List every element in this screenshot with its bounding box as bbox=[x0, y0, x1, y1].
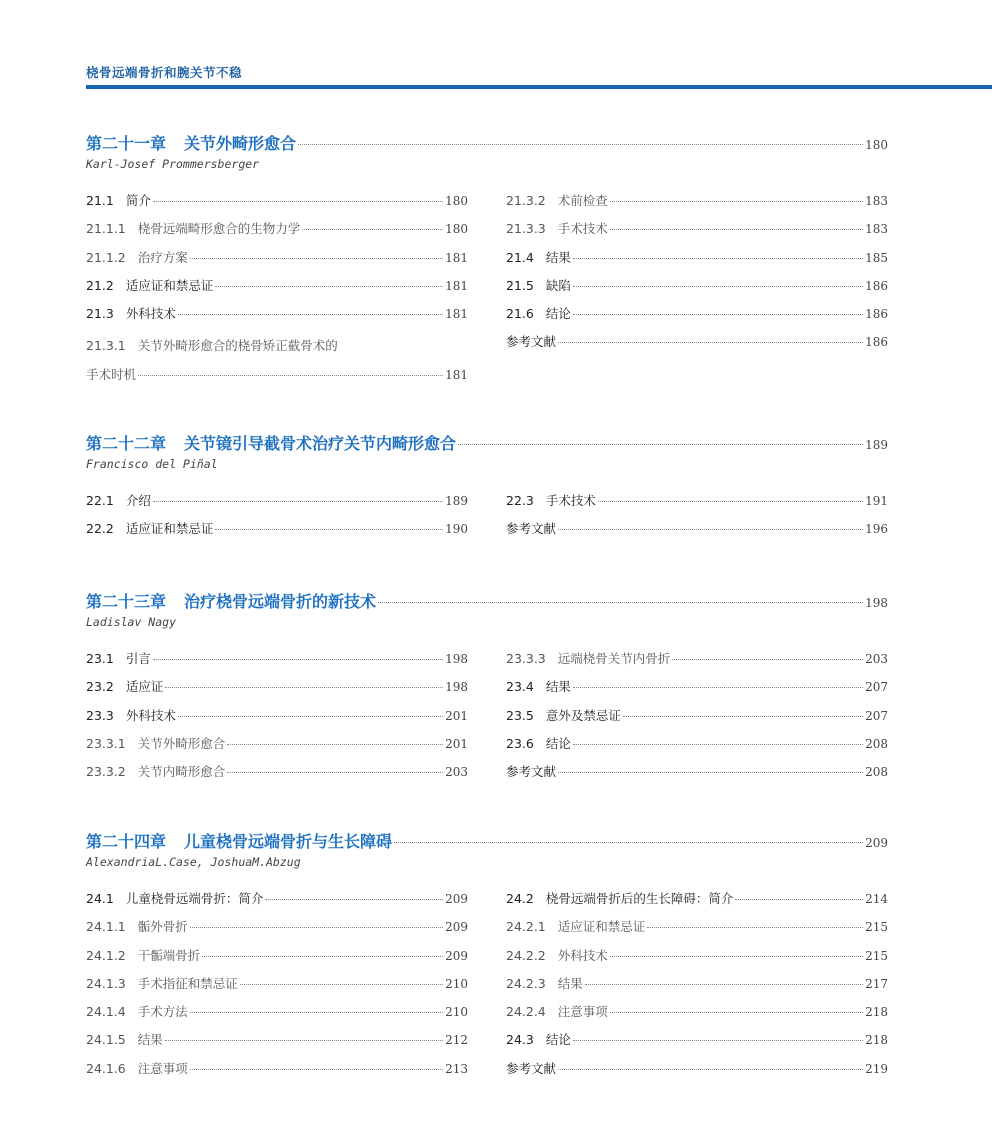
toc-columns bbox=[86, 889, 888, 1087]
page-number: 198 bbox=[445, 680, 468, 695]
section-title: 术前检查 bbox=[557, 193, 608, 208]
page-number: 209 bbox=[445, 948, 468, 963]
leader-dots bbox=[298, 144, 863, 145]
toc-entry[interactable] bbox=[86, 1030, 468, 1058]
toc-entry[interactable] bbox=[506, 519, 888, 547]
page-number: 203 bbox=[865, 652, 888, 666]
running-header: 桡骨远端骨折和腕关节不稳 bbox=[86, 65, 243, 80]
page-number: 185 bbox=[865, 250, 888, 265]
section-title: 结论 bbox=[545, 1032, 571, 1048]
page-number: 208 bbox=[865, 765, 888, 780]
chapter-block bbox=[86, 131, 888, 389]
chapter-block bbox=[86, 431, 888, 548]
toc-entry[interactable] bbox=[506, 734, 888, 762]
section-title: 参考文献 bbox=[506, 764, 557, 780]
chapter-number: 第二十三章 bbox=[86, 592, 167, 611]
section-number: 21.4 bbox=[506, 249, 534, 265]
section-number: 24.2.4 bbox=[506, 1004, 546, 1020]
leader-dots bbox=[190, 258, 443, 259]
leader-dots bbox=[165, 687, 443, 688]
toc-entry[interactable] bbox=[506, 706, 888, 734]
chapter-name: 治疗桡骨远端骨折的新技术 bbox=[184, 592, 377, 611]
leader-dots bbox=[598, 501, 863, 502]
chapter-name: 儿童桡骨远端骨折与生长障碍 bbox=[184, 832, 393, 851]
toc-column-left bbox=[86, 649, 468, 790]
chapter-heading[interactable] bbox=[86, 131, 888, 153]
toc-entry[interactable] bbox=[86, 974, 468, 1002]
page-number: 210 bbox=[445, 976, 468, 991]
toc-entry[interactable] bbox=[506, 1030, 888, 1058]
section-title: 桡骨远端骨折后的生长障碍：简介 bbox=[545, 891, 734, 906]
leader-dots bbox=[165, 1040, 443, 1041]
chapter-author: AlexandriaL.Case, JoshuaM.Abzug bbox=[86, 855, 301, 869]
page-number: 201 bbox=[445, 736, 468, 751]
leader-dots bbox=[573, 314, 863, 315]
section-number: 23.4 bbox=[506, 679, 534, 695]
chapter-page-number: 209 bbox=[865, 836, 888, 850]
section-number: 21.1 bbox=[86, 193, 114, 208]
chapter-number: 第二十二章 bbox=[86, 434, 167, 453]
leader-dots bbox=[153, 501, 443, 502]
section-title-continued: 手术时机 bbox=[86, 366, 137, 382]
leader-dots bbox=[585, 984, 863, 985]
section-number: 24.1.5 bbox=[86, 1032, 126, 1048]
page-number: 198 bbox=[445, 652, 468, 666]
section-title: 外科技术 bbox=[557, 947, 608, 963]
page-number: 186 bbox=[865, 307, 888, 322]
section-number: 24.2 bbox=[506, 891, 534, 906]
leader-dots bbox=[558, 1069, 863, 1070]
toc-entry[interactable] bbox=[86, 889, 468, 917]
section-title: 意外及禁忌证 bbox=[545, 707, 621, 723]
page-number: 210 bbox=[445, 1005, 468, 1020]
section-number: 24.1.3 bbox=[86, 975, 126, 991]
section-number: 21.2 bbox=[86, 277, 114, 293]
toc-entry[interactable] bbox=[86, 191, 468, 219]
page-number: 186 bbox=[865, 278, 888, 293]
section-number: 21.3 bbox=[86, 306, 114, 322]
section-number: 23.2 bbox=[86, 679, 114, 695]
leader-dots bbox=[265, 899, 443, 900]
page-number: 215 bbox=[865, 920, 888, 935]
section-number: 21.3.2 bbox=[506, 193, 546, 208]
leader-dots bbox=[610, 956, 863, 957]
section-title: 手术指征和禁忌证 bbox=[137, 975, 238, 991]
section-title: 适应证和禁忌证 bbox=[125, 521, 214, 537]
chapter-name: 关节外畸形愈合 bbox=[184, 134, 297, 153]
section-title: 干骺端骨折 bbox=[137, 947, 201, 963]
page-number: 217 bbox=[865, 976, 888, 991]
toc-entry[interactable] bbox=[506, 332, 888, 360]
leader-dots bbox=[240, 984, 443, 985]
page-number: 186 bbox=[865, 335, 888, 350]
toc-entry[interactable] bbox=[506, 1002, 888, 1030]
section-title: 适应证和禁忌证 bbox=[557, 919, 646, 935]
toc-entry[interactable] bbox=[86, 491, 468, 519]
section-title: 儿童桡骨远端骨折：简介 bbox=[125, 891, 264, 906]
leader-dots bbox=[610, 229, 863, 230]
section-title: 关节内畸形愈合 bbox=[137, 764, 226, 780]
toc-entry[interactable] bbox=[506, 219, 888, 247]
leader-dots bbox=[610, 201, 863, 202]
toc-entry[interactable] bbox=[506, 677, 888, 705]
toc-entry-line bbox=[86, 332, 468, 360]
leader-dots bbox=[672, 659, 863, 660]
section-title: 引言 bbox=[125, 651, 151, 666]
toc-entry[interactable] bbox=[86, 734, 468, 762]
leader-dots bbox=[573, 1040, 863, 1041]
leader-dots bbox=[190, 1069, 443, 1070]
section-number: 23.3.3 bbox=[506, 651, 546, 666]
toc-entry[interactable] bbox=[86, 1059, 468, 1087]
leader-dots bbox=[138, 375, 443, 376]
toc-entry[interactable] bbox=[506, 649, 888, 677]
section-number: 24.1.4 bbox=[86, 1004, 126, 1020]
section-number: 24.2.3 bbox=[506, 975, 546, 991]
section-title: 介绍 bbox=[125, 493, 151, 508]
toc-entry[interactable] bbox=[506, 191, 888, 219]
chapter-page-number: 180 bbox=[865, 138, 888, 152]
section-number: 24.1.6 bbox=[86, 1060, 126, 1076]
chapter-heading[interactable] bbox=[86, 829, 888, 851]
page-number: 209 bbox=[445, 920, 468, 935]
chapter-number: 第二十四章 bbox=[86, 832, 167, 851]
toc-column-right bbox=[506, 191, 888, 389]
chapter-page-number: 189 bbox=[865, 438, 888, 452]
section-title: 手术技术 bbox=[557, 221, 608, 237]
chapter-author: Karl-Josef Prommersberger bbox=[86, 157, 260, 171]
page-number: 203 bbox=[445, 765, 468, 780]
toc-entry[interactable] bbox=[506, 762, 888, 790]
leader-dots bbox=[558, 772, 863, 773]
page-number: 218 bbox=[865, 1005, 888, 1020]
toc-entry[interactable] bbox=[506, 491, 888, 519]
chapter-title bbox=[86, 131, 296, 154]
toc-entry[interactable] bbox=[506, 974, 888, 1002]
page-number: 215 bbox=[865, 948, 888, 963]
section-number: 23.3.2 bbox=[86, 764, 126, 780]
section-title: 外科技术 bbox=[125, 306, 176, 322]
section-number: 22.2 bbox=[86, 521, 114, 537]
toc-entry[interactable] bbox=[86, 276, 468, 304]
section-number: 24.2.2 bbox=[506, 947, 546, 963]
section-title: 远端桡骨关节内骨折 bbox=[557, 651, 671, 666]
chapter-block bbox=[86, 589, 888, 790]
section-title: 关节外畸形愈合 bbox=[137, 735, 226, 751]
section-number: 24.1 bbox=[86, 891, 114, 906]
toc-column-left bbox=[86, 491, 468, 548]
page-number: 209 bbox=[445, 892, 468, 906]
section-number: 23.3 bbox=[86, 707, 114, 723]
page-number: 181 bbox=[445, 307, 468, 322]
chapter-title bbox=[86, 829, 392, 852]
leader-dots bbox=[558, 342, 863, 343]
leader-dots bbox=[190, 1012, 443, 1013]
leader-dots bbox=[573, 258, 863, 259]
leader-dots bbox=[573, 687, 863, 688]
section-title: 结论 bbox=[545, 306, 571, 322]
toc-entry[interactable] bbox=[506, 276, 888, 304]
chapter-page-number: 198 bbox=[865, 596, 888, 610]
page-number: 190 bbox=[445, 522, 468, 537]
page-number: 196 bbox=[865, 522, 888, 537]
toc-entry[interactable] bbox=[506, 889, 888, 917]
page-number: 212 bbox=[445, 1033, 468, 1048]
section-number: 24.1.1 bbox=[86, 919, 126, 935]
leader-dots bbox=[610, 1012, 863, 1013]
section-number: 24.3 bbox=[506, 1032, 534, 1048]
page-number: 181 bbox=[445, 278, 468, 293]
section-number: 23.5 bbox=[506, 707, 534, 723]
page-number: 183 bbox=[865, 194, 888, 208]
chapter-author: Francisco del Piñal bbox=[86, 457, 218, 471]
page-number: 219 bbox=[865, 1061, 888, 1076]
section-title: 外科技术 bbox=[125, 707, 176, 723]
toc-entry[interactable] bbox=[86, 946, 468, 974]
leader-dots bbox=[302, 229, 443, 230]
section-title: 参考文献 bbox=[506, 1060, 557, 1076]
toc-columns bbox=[86, 649, 888, 790]
leader-dots bbox=[153, 659, 443, 660]
page-number: 201 bbox=[445, 708, 468, 723]
page-number: 181 bbox=[445, 367, 468, 382]
chapter-number: 第二十一章 bbox=[86, 134, 167, 153]
header-rule bbox=[86, 85, 992, 89]
page-number: 191 bbox=[865, 494, 888, 508]
section-title: 手术方法 bbox=[137, 1004, 188, 1020]
section-title: 适应证 bbox=[125, 679, 164, 695]
page-number: 180 bbox=[445, 222, 468, 237]
leader-dots bbox=[378, 602, 863, 603]
section-title: 关节外畸形愈合的桡骨矫正截骨术的 bbox=[137, 338, 338, 354]
chapter-heading[interactable] bbox=[86, 431, 888, 453]
chapter-title bbox=[86, 431, 456, 454]
leader-dots bbox=[215, 286, 443, 287]
page-number: 183 bbox=[865, 222, 888, 237]
section-number: 24.1.2 bbox=[86, 947, 126, 963]
toc-entry[interactable] bbox=[86, 519, 468, 547]
page-number: 207 bbox=[865, 680, 888, 695]
section-number: 23.1 bbox=[86, 651, 114, 666]
section-title: 注意事项 bbox=[137, 1060, 188, 1076]
toc-entry[interactable] bbox=[86, 248, 468, 276]
section-title: 结果 bbox=[545, 249, 571, 265]
section-title: 参考文献 bbox=[506, 521, 557, 537]
toc-entry[interactable] bbox=[86, 1002, 468, 1030]
page-number: 218 bbox=[865, 1033, 888, 1048]
page-number: 213 bbox=[445, 1061, 468, 1076]
section-title: 参考文献 bbox=[506, 334, 557, 350]
toc-entry[interactable] bbox=[86, 917, 468, 945]
leader-dots bbox=[458, 444, 863, 445]
leader-dots bbox=[202, 956, 443, 957]
toc-entry[interactable] bbox=[506, 1059, 888, 1087]
section-title: 治疗方案 bbox=[137, 249, 188, 265]
section-title: 结论 bbox=[545, 735, 571, 751]
section-number: 23.3.1 bbox=[86, 735, 126, 751]
section-title: 结果 bbox=[545, 679, 571, 695]
leader-dots bbox=[190, 927, 443, 928]
section-number: 21.3.3 bbox=[506, 221, 546, 237]
section-number: 21.3.1 bbox=[86, 338, 126, 354]
chapter-block bbox=[86, 829, 888, 1087]
section-title: 骺外骨折 bbox=[137, 919, 188, 935]
toc-entry[interactable] bbox=[506, 917, 888, 945]
toc-entry[interactable] bbox=[86, 677, 468, 705]
toc-entry[interactable] bbox=[506, 304, 888, 332]
leader-dots bbox=[623, 716, 863, 717]
section-title: 结果 bbox=[557, 975, 583, 991]
section-number: 23.6 bbox=[506, 735, 534, 751]
toc-column-right bbox=[506, 889, 888, 1087]
toc-entry[interactable] bbox=[86, 219, 468, 247]
section-number: 24.2.1 bbox=[506, 919, 546, 935]
section-title: 简介 bbox=[125, 193, 151, 208]
leader-dots bbox=[647, 927, 863, 928]
section-title: 缺陷 bbox=[545, 277, 571, 293]
page-number: 180 bbox=[445, 194, 468, 208]
leader-dots bbox=[178, 716, 443, 717]
section-number: 21.5 bbox=[506, 277, 534, 293]
leader-dots bbox=[394, 842, 863, 843]
section-number: 21.1.2 bbox=[86, 249, 126, 265]
toc-entry[interactable] bbox=[86, 649, 468, 677]
toc-column-right bbox=[506, 649, 888, 790]
leader-dots bbox=[558, 529, 863, 530]
leader-dots bbox=[227, 744, 443, 745]
page-number: 181 bbox=[445, 250, 468, 265]
toc-column-left bbox=[86, 191, 468, 389]
section-title: 手术技术 bbox=[545, 493, 596, 508]
toc-entry[interactable] bbox=[86, 706, 468, 734]
section-number: 22.1 bbox=[86, 493, 114, 508]
section-title: 桡骨远端畸形愈合的生物力学 bbox=[137, 221, 301, 237]
section-title: 注意事项 bbox=[557, 1004, 608, 1020]
leader-dots bbox=[215, 529, 443, 530]
toc-entry[interactable] bbox=[86, 332, 468, 389]
section-number: 21.1.1 bbox=[86, 221, 126, 237]
toc-columns bbox=[86, 191, 888, 389]
toc-entry[interactable] bbox=[86, 304, 468, 332]
page-number: 208 bbox=[865, 736, 888, 751]
toc-column-right bbox=[506, 491, 888, 548]
page-number: 189 bbox=[445, 494, 468, 508]
toc-column-left bbox=[86, 889, 468, 1087]
section-number: 21.6 bbox=[506, 306, 534, 322]
leader-dots bbox=[227, 772, 443, 773]
toc-entry[interactable] bbox=[506, 248, 888, 276]
toc-entry[interactable] bbox=[506, 946, 888, 974]
chapter-heading[interactable] bbox=[86, 589, 888, 611]
leader-dots bbox=[735, 899, 863, 900]
toc-columns bbox=[86, 491, 888, 548]
toc-entry[interactable] bbox=[86, 762, 468, 790]
leader-dots bbox=[178, 314, 443, 315]
section-number: 22.3 bbox=[506, 493, 534, 508]
section-title: 结果 bbox=[137, 1032, 163, 1048]
chapter-title bbox=[86, 589, 376, 612]
chapter-name: 关节镜引导截骨术治疗关节内畸形愈合 bbox=[184, 434, 457, 453]
chapter-author: Ladislav Nagy bbox=[86, 615, 177, 629]
page-number: 214 bbox=[865, 892, 888, 906]
toc-entry-line bbox=[86, 361, 468, 389]
leader-dots bbox=[153, 201, 443, 202]
section-title: 适应证和禁忌证 bbox=[125, 277, 214, 293]
leader-dots bbox=[573, 744, 863, 745]
page-number: 207 bbox=[865, 708, 888, 723]
leader-dots bbox=[573, 286, 863, 287]
